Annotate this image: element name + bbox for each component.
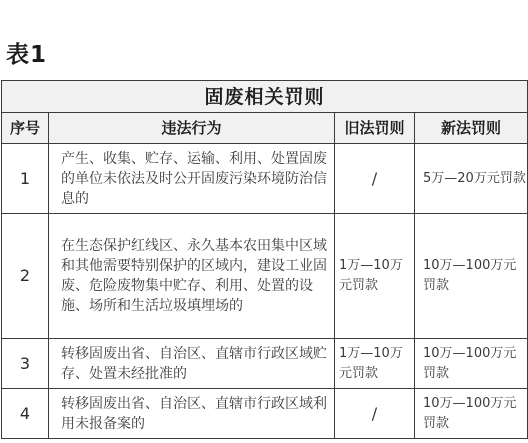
row-old-penalty: 1万—10万元罚款	[335, 214, 415, 339]
table-row	[2, 144, 528, 214]
table-row	[2, 214, 528, 339]
row-new-penalty: 10万—100万元罚款	[415, 389, 528, 439]
row-seq: 1	[2, 144, 49, 214]
table-title-row	[2, 81, 528, 113]
row-seq: 4	[2, 389, 49, 439]
table-row	[2, 389, 528, 439]
row-violation: 在生态保护红线区、永久基本农田集中区域和其他需要特别保护的区域内，建设工业固废、危险废物集中贮存、利用、处置的设施、场所和生活垃圾填埋场的	[49, 214, 335, 339]
row-new-penalty: 10万—100万元罚款	[415, 214, 528, 339]
penalty-table	[1, 80, 528, 439]
row-violation: 产生、收集、贮存、运输、利用、处置固废的单位未依法及时公开固废污染环境防治信息的	[49, 144, 335, 214]
table-title: 固废相关罚则	[2, 81, 528, 113]
row-violation: 转移固废出省、自治区、直辖市行政区域贮存、处置未经批准的	[49, 339, 335, 389]
row-seq: 3	[2, 339, 49, 389]
table-header-row	[2, 113, 528, 144]
table-label: 表1	[6, 42, 48, 68]
row-old-penalty: /	[335, 144, 415, 214]
row-old-penalty: /	[335, 389, 415, 439]
row-new-penalty: 10万—100万元罚款	[415, 339, 528, 389]
header-old-penalty: 旧法罚则	[335, 113, 415, 144]
row-violation: 转移固废出省、自治区、直辖市行政区域利用未报备案的	[49, 389, 335, 439]
row-new-penalty: 5万—20万元罚款	[415, 144, 528, 214]
row-seq: 2	[2, 214, 49, 339]
header-act: 违法行为	[49, 113, 335, 144]
table-row	[2, 339, 528, 389]
row-old-penalty: 1万—10万元罚款	[335, 339, 415, 389]
header-seq: 序号	[2, 113, 49, 144]
header-new-penalty: 新法罚则	[415, 113, 528, 144]
